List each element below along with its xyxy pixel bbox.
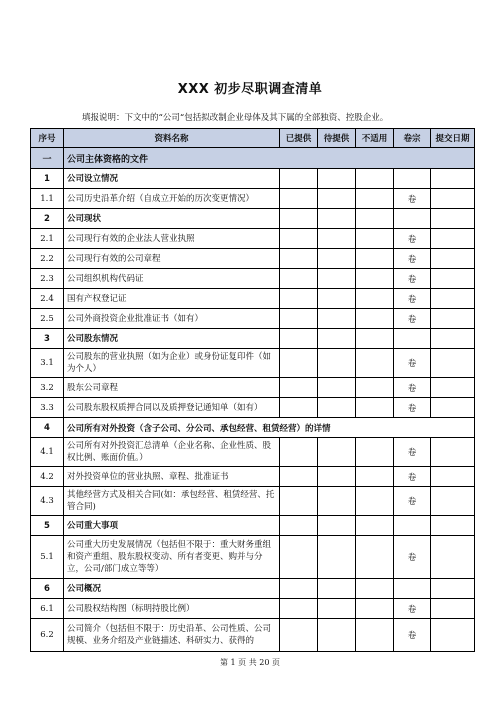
not-applicable-cell[interactable] [356,189,394,209]
provided-cell[interactable] [280,209,318,229]
table-header-row [31,129,475,148]
provided-cell[interactable] [280,289,318,309]
submit-date-cell[interactable] [431,579,475,599]
submit-date-cell[interactable] [431,269,475,289]
file-volume-cell: 卷 [394,309,431,329]
not-applicable-cell[interactable] [356,599,394,619]
row-number: 2 [31,209,64,229]
row-number: 一 [31,148,64,169]
file-volume-cell: 卷 [394,487,431,516]
not-applicable-cell[interactable] [356,209,394,229]
provided-cell[interactable] [280,619,318,652]
submit-date-cell[interactable] [431,599,475,619]
provided-cell[interactable] [280,398,318,418]
group-title: 公司所有对外投资（含子公司、分公司、承包经营、租赁经营）的详情 [64,418,475,438]
submit-date-cell[interactable] [431,378,475,398]
group-title: 公司概况 [64,579,280,599]
row-number: 1 [31,169,64,189]
group-title: 公司重大事项 [64,516,280,536]
provided-cell[interactable] [280,378,318,398]
header-na: 不适用 [356,129,394,148]
row-number: 4.1 [31,438,64,467]
table-row [31,487,475,516]
not-applicable-cell[interactable] [356,398,394,418]
file-volume-cell: 卷 [394,378,431,398]
file-volume-cell: 卷 [394,398,431,418]
file-volume-cell: 卷 [394,536,431,579]
file-volume-cell: 卷 [394,189,431,209]
file-volume-cell [394,579,431,599]
group-title: 公司股东情况 [64,329,280,349]
document-name: 公司现行有效的企业法人营业执照 [64,229,280,249]
document-name: 公司历史沿革介绍（自成立开始的历次变更情况） [64,189,280,209]
row-number: 3.1 [31,349,64,378]
group-title: 公司现状 [64,209,280,229]
submit-date-cell[interactable] [431,169,475,189]
row-number: 3.2 [31,378,64,398]
submit-date-cell[interactable] [431,536,475,579]
table-row [31,289,475,309]
table-row [31,269,475,289]
table-row [31,467,475,487]
table-row [31,398,475,418]
provided-cell[interactable] [280,329,318,349]
pending-cell[interactable] [318,289,356,309]
row-number: 4 [31,418,64,438]
table-row [31,209,475,229]
pending-cell[interactable] [318,229,356,249]
not-applicable-cell[interactable] [356,619,394,652]
document-name: 公司现行有效的公司章程 [64,249,280,269]
table-row [31,249,475,269]
document-name: 公司股东股权质押合同以及质押登记通知单（如有） [64,398,280,418]
row-number: 1.1 [31,189,64,209]
document-name: 公司组织机构代码证 [64,269,280,289]
pending-cell[interactable] [318,487,356,516]
row-number: 6.2 [31,619,64,652]
submit-date-cell[interactable] [431,438,475,467]
file-volume-cell: 卷 [394,438,431,467]
header-name: 资料名称 [64,129,280,148]
table-row [31,169,475,189]
table-body [31,148,475,652]
submit-date-cell[interactable] [431,487,475,516]
row-number: 6 [31,579,64,599]
provided-cell[interactable] [280,599,318,619]
row-number: 5.1 [31,536,64,579]
submit-date-cell[interactable] [431,619,475,652]
file-volume-cell: 卷 [394,229,431,249]
document-title: XXX 初步尽职调查清单 [177,82,323,97]
document-name: 公司重大历史发展情况（包括但不限于：重大财务重组和资产重组、股东股权变动、所有者变更、购并与分立，公司/部门成立等等） [64,536,280,579]
file-volume-cell [394,516,431,536]
pending-cell[interactable] [318,249,356,269]
document-name: 国有产权登记证 [64,289,280,309]
checklist-table [30,128,475,652]
not-applicable-cell[interactable] [356,487,394,516]
provided-cell[interactable] [280,349,318,378]
document-name: 公司股东的营业执照（如为企业）或身份证复印件（如为个人） [64,349,280,378]
file-volume-cell [394,169,431,189]
row-number: 2.1 [31,229,64,249]
file-volume-cell: 卷 [394,289,431,309]
pending-cell[interactable] [318,209,356,229]
not-applicable-cell[interactable] [356,229,394,249]
row-number: 3.3 [31,398,64,418]
document-name: 其他经营方式及相关合同(如：承包经营、租赁经营、托管合同) [64,487,280,516]
pending-cell[interactable] [318,438,356,467]
row-number: 3 [31,329,64,349]
table-row [31,418,475,438]
header-provided: 已提供 [280,129,318,148]
submit-date-cell[interactable] [431,398,475,418]
group-title: 公司设立情况 [64,169,280,189]
table-row [31,579,475,599]
not-applicable-cell[interactable] [356,438,394,467]
provided-cell[interactable] [280,516,318,536]
submit-date-cell[interactable] [431,516,475,536]
submit-date-cell[interactable] [431,209,475,229]
pending-cell[interactable] [318,329,356,349]
document-name: 对外投资单位的营业执照、章程、批准证书 [64,467,280,487]
provided-cell[interactable] [280,438,318,467]
file-volume-cell: 卷 [394,599,431,619]
row-number: 2.5 [31,309,64,329]
row-number: 4.2 [31,467,64,487]
table-row [31,189,475,209]
table-row [31,378,475,398]
provided-cell[interactable] [280,579,318,599]
pending-cell[interactable] [318,189,356,209]
not-applicable-cell[interactable] [356,378,394,398]
file-volume-cell: 卷 [394,349,431,378]
submit-date-cell[interactable] [431,349,475,378]
file-volume-cell [394,209,431,229]
document-name: 公司股权结构图（标明持股比例） [64,599,280,619]
fill-instruction: 填报说明：下文中的“公司“包括拟改制企业母体及其下属的全部独资、控股企业。 [82,113,389,123]
file-volume-cell: 卷 [394,269,431,289]
table-row [31,329,475,349]
table-row [31,229,475,249]
row-number: 2.4 [31,289,64,309]
submit-date-cell[interactable] [431,467,475,487]
not-applicable-cell[interactable] [356,349,394,378]
table-row [31,536,475,579]
section-title: 公司主体资格的文件 [64,148,475,169]
not-applicable-cell[interactable] [356,249,394,269]
provided-cell[interactable] [280,487,318,516]
row-number: 2.3 [31,269,64,289]
row-number: 2.2 [31,249,64,269]
submit-date-cell[interactable] [431,189,475,209]
table-row [31,349,475,378]
not-applicable-cell[interactable] [356,269,394,289]
pending-cell[interactable] [318,467,356,487]
submit-date-cell[interactable] [431,249,475,269]
provided-cell[interactable] [280,467,318,487]
row-number: 6.1 [31,599,64,619]
header-no: 序号 [31,129,64,148]
file-volume-cell: 卷 [394,249,431,269]
pending-cell[interactable] [318,349,356,378]
provided-cell[interactable] [280,269,318,289]
pending-cell[interactable] [318,536,356,579]
header-file: 卷宗 [394,129,431,148]
pending-cell[interactable] [318,309,356,329]
submit-date-cell[interactable] [431,229,475,249]
provided-cell[interactable] [280,536,318,579]
table-row [31,148,475,169]
provided-cell[interactable] [280,249,318,269]
header-pending: 待提供 [318,129,356,148]
provided-cell[interactable] [280,229,318,249]
table-row [31,516,475,536]
pending-cell[interactable] [318,619,356,652]
not-applicable-cell[interactable] [356,329,394,349]
pending-cell[interactable] [318,398,356,418]
submit-date-cell[interactable] [431,329,475,349]
not-applicable-cell[interactable] [356,516,394,536]
row-number: 4.3 [31,487,64,516]
table-row [31,309,475,329]
not-applicable-cell[interactable] [356,309,394,329]
file-volume-cell: 卷 [394,467,431,487]
not-applicable-cell[interactable] [356,579,394,599]
not-applicable-cell[interactable] [356,467,394,487]
table-row [31,619,475,652]
pending-cell[interactable] [318,516,356,536]
not-applicable-cell[interactable] [356,536,394,579]
provided-cell[interactable] [280,169,318,189]
document-name: 股东公司章程 [64,378,280,398]
not-applicable-cell[interactable] [356,169,394,189]
pending-cell[interactable] [318,599,356,619]
pending-cell[interactable] [318,169,356,189]
submit-date-cell[interactable] [431,289,475,309]
header-date: 提交日期 [431,129,475,148]
provided-cell[interactable] [280,309,318,329]
table-row [31,599,475,619]
table-row [31,438,475,467]
page-footer: 第 1 页 共 20 页 [220,658,280,667]
file-volume-cell [394,329,431,349]
provided-cell[interactable] [280,189,318,209]
submit-date-cell[interactable] [431,309,475,329]
pending-cell[interactable] [318,579,356,599]
file-volume-cell: 卷 [394,619,431,652]
document-name: 公司简介（包括但不限于：历史沿革、公司性质、公司规模、业务介绍及产业链描述、科研实力、获得的 [64,619,280,652]
document-name: 公司所有对外投资汇总清单（企业名称、企业性质、股权比例、账面价值。） [64,438,280,467]
pending-cell[interactable] [318,378,356,398]
pending-cell[interactable] [318,269,356,289]
document-name: 公司外商投资企业批准证书（如有） [64,309,280,329]
not-applicable-cell[interactable] [356,289,394,309]
row-number: 5 [31,516,64,536]
